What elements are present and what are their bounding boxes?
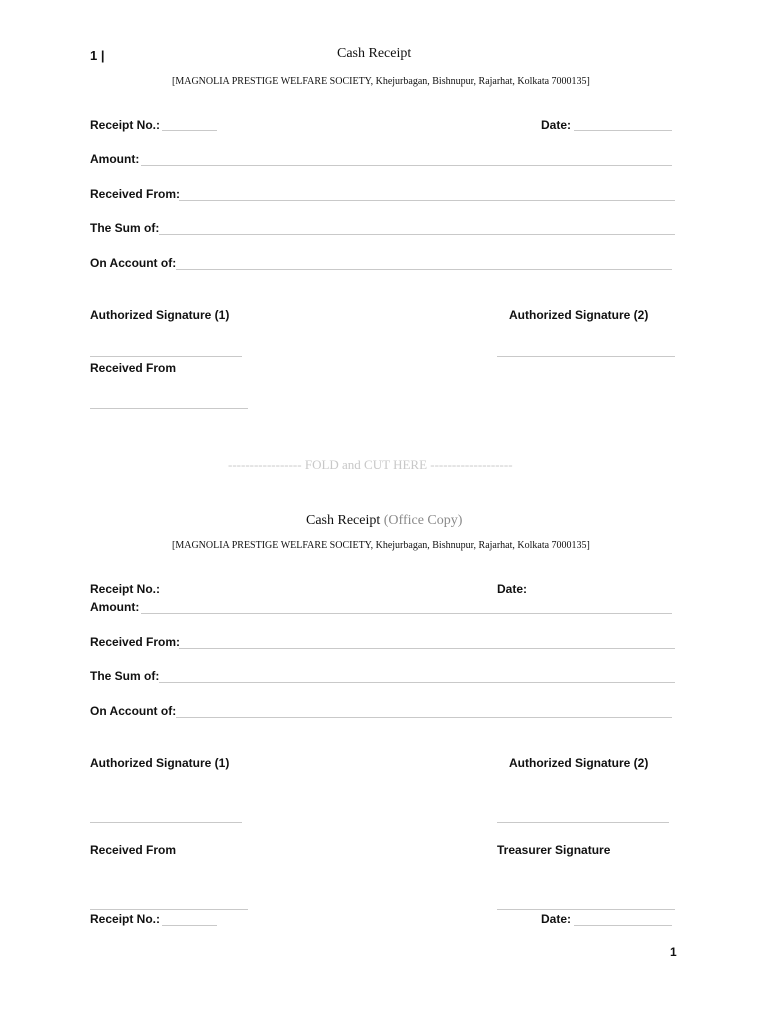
authorized-signature-1-line[interactable]	[90, 356, 242, 357]
on-account-label: On Account of:	[90, 256, 177, 270]
treasurer-signature-label: Treasurer Signature	[497, 843, 611, 857]
receipt-title: Cash Receipt	[337, 46, 412, 61]
office-copy-tag: (Office Copy)	[383, 513, 463, 528]
receipt-no-label: Receipt No.:	[90, 118, 161, 132]
office-sum-of-field[interactable]	[159, 682, 675, 683]
authorized-signature-2-line[interactable]	[497, 356, 675, 357]
office-sum-of-label: The Sum of:	[90, 669, 160, 683]
received-from-signature-line[interactable]	[90, 408, 248, 409]
office-on-account-field[interactable]	[176, 717, 672, 718]
office-received-from-signature-label: Received From	[90, 843, 177, 857]
office-amount-field[interactable]	[141, 613, 672, 614]
office-on-account-label: On Account of:	[90, 704, 177, 718]
office-amount-label: Amount:	[90, 600, 140, 614]
date-label: Date:	[541, 118, 572, 132]
office-receipt-no-bottom-label: Receipt No.:	[90, 912, 161, 926]
date-field[interactable]	[574, 130, 672, 131]
authorized-signature-1-label: Authorized Signature (1)	[90, 308, 230, 322]
office-date-label: Date:	[497, 582, 528, 596]
society-address: [MAGNOLIA PRESTIGE WELFARE SOCIETY, Khejurbagan, Bishnupur, Rajarhat, Kolkata 7000135]	[172, 76, 590, 87]
header-page-marker: 1 |	[90, 48, 105, 63]
office-receipt-no-label: Receipt No.:	[90, 582, 161, 596]
office-society-address: [MAGNOLIA PRESTIGE WELFARE SOCIETY, Khejurbagan, Bishnupur, Rajarhat, Kolkata 7000135]	[172, 540, 590, 551]
authorized-signature-2-label: Authorized Signature (2)	[509, 308, 649, 322]
office-date-bottom-label: Date:	[541, 912, 572, 926]
office-authorized-signature-2-label: Authorized Signature (2)	[509, 756, 649, 770]
office-received-from-label: Received From:	[90, 635, 181, 649]
treasurer-signature-line[interactable]	[497, 909, 675, 910]
office-receipt-title-main: Cash Receipt	[306, 513, 381, 528]
sum-of-label: The Sum of:	[90, 221, 160, 235]
office-received-from-field[interactable]	[179, 648, 675, 649]
amount-field[interactable]	[141, 165, 672, 166]
on-account-field[interactable]	[176, 269, 672, 270]
footer-page-number: 1	[670, 945, 677, 959]
office-authorized-signature-1-line[interactable]	[90, 822, 242, 823]
office-received-from-signature-line[interactable]	[90, 909, 248, 910]
amount-label: Amount:	[90, 152, 140, 166]
received-from-signature-label: Received From	[90, 361, 177, 375]
received-from-label: Received From:	[90, 187, 181, 201]
receipt-no-field[interactable]	[162, 130, 217, 131]
office-date-bottom-field[interactable]	[574, 925, 672, 926]
received-from-field[interactable]	[179, 200, 675, 201]
sum-of-field[interactable]	[159, 234, 675, 235]
fold-cut-line: ----------------- FOLD and CUT HERE -------------------	[228, 457, 513, 472]
office-receipt-no-bottom-field[interactable]	[162, 925, 217, 926]
office-authorized-signature-1-label: Authorized Signature (1)	[90, 756, 230, 770]
office-authorized-signature-2-line[interactable]	[497, 822, 669, 823]
office-receipt-title	[306, 513, 462, 529]
